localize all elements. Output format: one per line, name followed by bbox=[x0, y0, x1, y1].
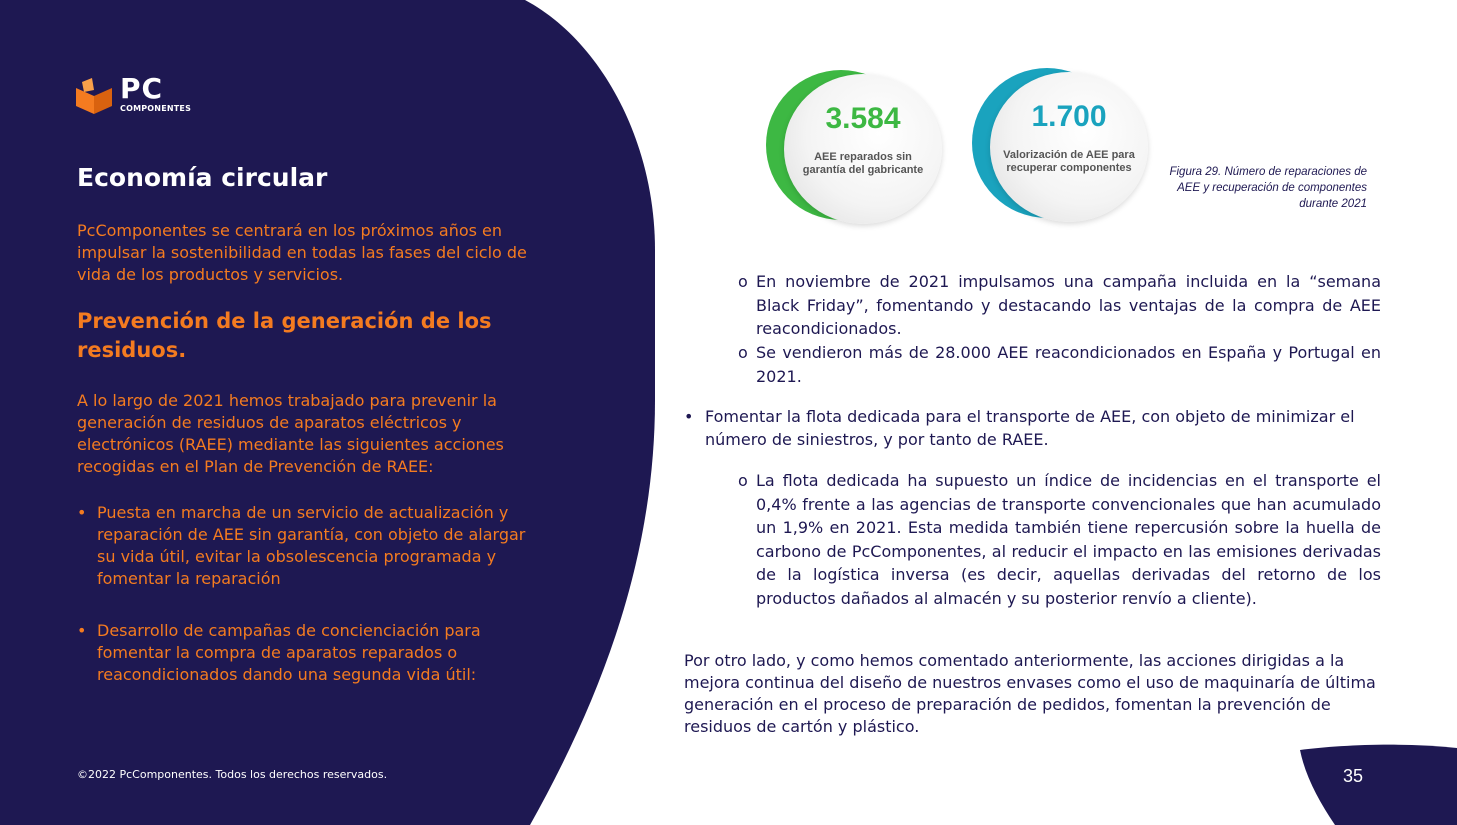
bullet-mark: • bbox=[77, 503, 87, 522]
stat-label: Valorización de AEE para recuperar componentes bbox=[1003, 149, 1135, 174]
list-item-text: Fomentar la flota dedicada para el transporte de AEE, con objeto de minimizar el número de siniestros, y por tanto de RAEE. bbox=[705, 407, 1355, 449]
copyright-notice: ©2022 PcComponentes. Todos los derechos reservados. bbox=[77, 768, 388, 781]
subheading: Prevención de la generación de los residuos. bbox=[77, 309, 492, 362]
list-item-text: Desarrollo de campañas de concienciación para fomentar la compra de aparatos reparados o reacondicionados dando una segunda vida útil: bbox=[97, 621, 481, 684]
circle-body bbox=[784, 74, 942, 224]
intro-paragraph: PcComponentes se centrará en los próximos años en impulsar la sostenibilidad en todas las fases del ciclo de vida de los productos y servicios. bbox=[77, 221, 527, 284]
sub-list-item-text: La flota dedicada ha supuesto un índice de incidencias en el transporte el 0,4% frente a las agencias de transporte convencionales que han acumulado un 1,9% en 2021. Esta medida también tiene repercusión sobre la huella de carbono de PcComponentes, al reducir el impacto en las emisiones derivadas de la logística inversa (es decir, aquellas derivadas del retorno de los productos dañados al almacén y su posterior renvío a cliente). bbox=[756, 471, 1381, 608]
stat-label: AEE reparados sin garantía del gabricante bbox=[802, 151, 924, 176]
bullet-mark: • bbox=[684, 407, 694, 426]
pccomponentes-logo bbox=[76, 74, 196, 116]
logo-subtext: COMPONENTES bbox=[120, 104, 192, 113]
figure-caption: Figura 29. Número de reparaciones de AEE y recuperación de componentes durante 2021 bbox=[1169, 166, 1367, 210]
stat-value: 1.700 bbox=[1031, 100, 1107, 133]
prevention-paragraph: A lo largo de 2021 hemos trabajado para prevenir la generación de residuos de aparatos eléctricos y electrónicos (RAEE) mediante las siguientes acciones recogidas en el Plan de Prevención de RAEE: bbox=[77, 391, 504, 476]
page-number-tab bbox=[1300, 745, 1457, 825]
stat-value: 3.584 bbox=[825, 102, 901, 135]
page-number: 35 bbox=[1343, 766, 1364, 786]
section-title: Economía circular bbox=[77, 163, 328, 192]
list-item bbox=[77, 502, 537, 590]
stat-circle-recovery bbox=[972, 68, 1152, 228]
sub-list-item bbox=[738, 469, 1381, 610]
sub-bullet-mark: o bbox=[738, 343, 748, 362]
sub-bullet-mark: o bbox=[738, 471, 748, 490]
list-item bbox=[684, 405, 1384, 451]
sub-list-item-text: Se vendieron más de 28.000 AEE reacondicionados en España y Portugal en 2021. bbox=[756, 343, 1381, 386]
box-logo-icon bbox=[76, 78, 112, 114]
sub-bullet-mark: o bbox=[738, 272, 748, 291]
circle-body bbox=[990, 72, 1148, 222]
list-item-text: Puesta en marcha de un servicio de actualización y reparación de AEE sin garantía, con objeto de alargar su vida útil, evitar la obsolescencia programada y fomentar la reparación bbox=[97, 503, 526, 588]
logo-wordmark: PC bbox=[120, 72, 164, 105]
stat-circle-repairs bbox=[766, 70, 946, 230]
closing-paragraph: Por otro lado, y como hemos comentado anteriormente, las acciones dirigidas a la mejora continua del diseño de nuestros envases como el uso de maquinaría de última generación en el proceso de preparación de pedidos, fomentan la prevención de residuos de cartón y plástico. bbox=[684, 651, 1376, 736]
sub-list-item-text: En noviembre de 2021 impulsamos una campaña incluida en la “semana Black Friday”, fomentando y destacando las ventajas de la compra de AEE reacondicionados. bbox=[756, 272, 1381, 338]
sub-list-item bbox=[738, 341, 1381, 388]
sub-list-item bbox=[738, 270, 1381, 341]
list-item bbox=[77, 620, 537, 686]
bullet-mark: • bbox=[77, 621, 87, 640]
